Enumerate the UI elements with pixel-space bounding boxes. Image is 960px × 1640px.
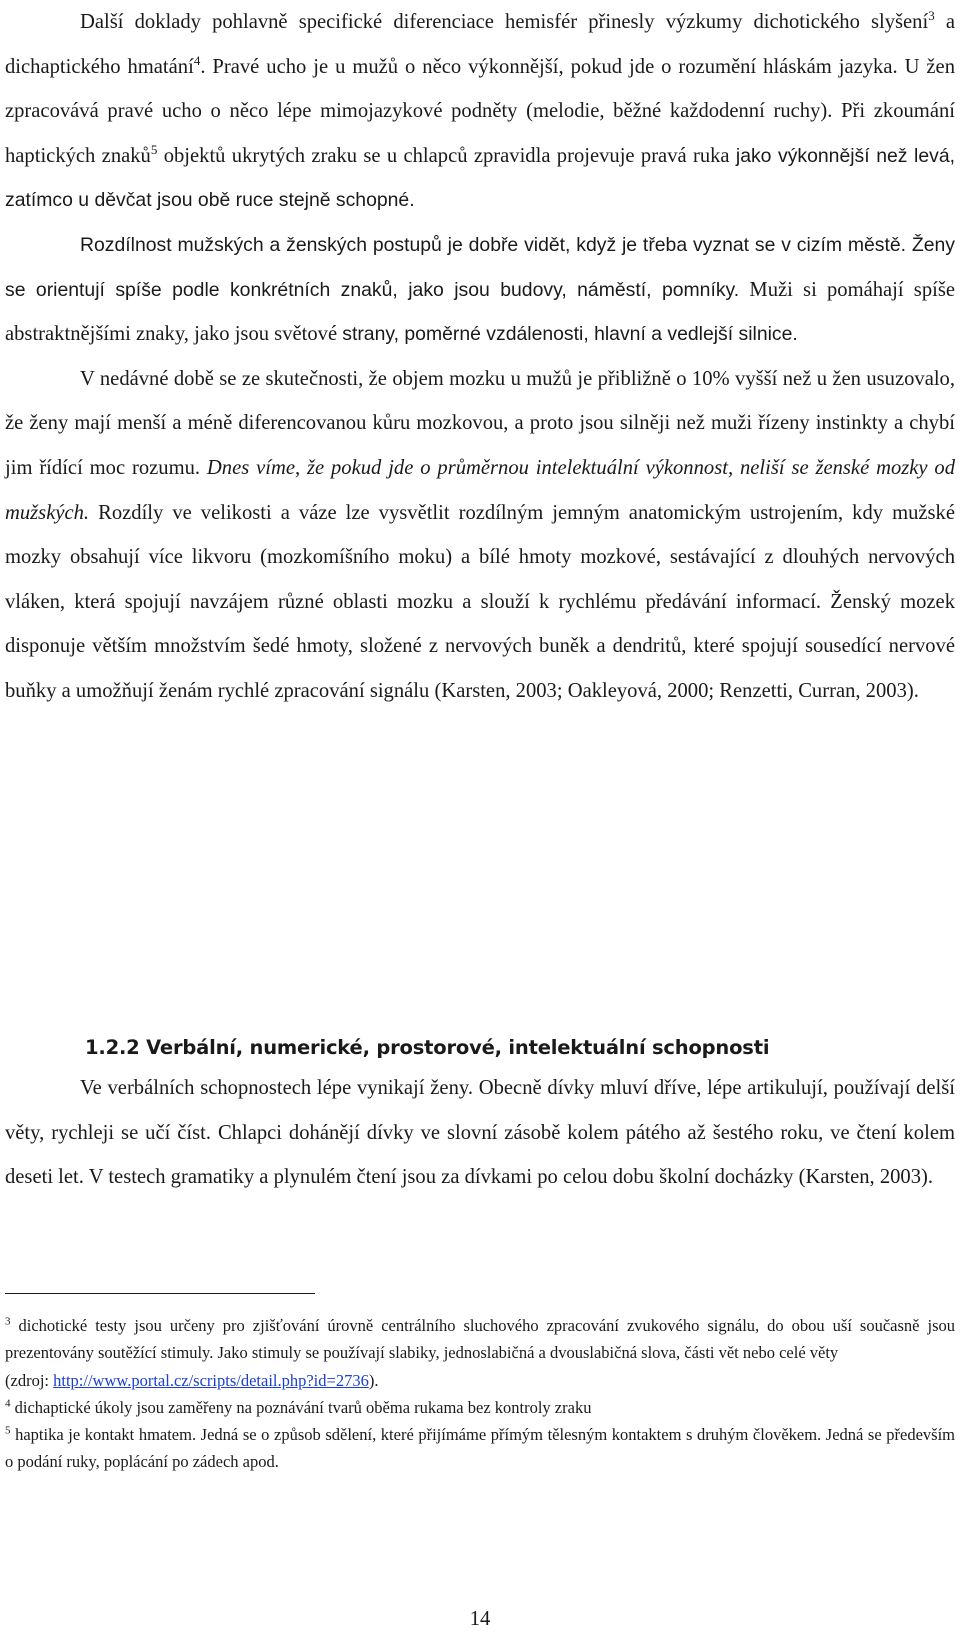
footnotes (5, 1312, 955, 1476)
footnote-3: $^3$ dichotické testy jsou určeny pro zjišťování úrovně centrálního sluchového zpracování zvukového signálu, do obou uší současně jsou prezentovány soutěžící stimuly. Jako stimuly se používají slabiky, jednoslabičná a dvouslabičná slova, části vět nebo celé věty (zdroj: http://www.portal.cz/scripts/detail.php?id=2736). (5, 1315, 955, 1390)
footnote-ref-5: 5 (150, 141, 158, 157)
paragraph-hemisphere-research: Další doklady pohlavně specifické diferenciace hemisfér přinesly výzkumy dichotického slyšení$^3$ a dichaptického hmatání$^4$. Pravé ucho je u mužů o něco výkonnější, pokud jde o rozumění hláskám jazyka. U žen zpracovává pravé ucho o něco lépe mimojazykové podněty (melodie, běžné každodenní ruchy). Při zkoumání haptických znaků$^5$ objektů ukrytých zraku se u chlapců zpravidla projevuje pravá ruka jako výkonnější než levá, zatímco u děvčat jsou obě ruce stejně schopné. (5, 8, 956, 212)
footnote-ref-3: 3 (928, 8, 935, 24)
page-number: 14 (469, 1608, 491, 1630)
source-link[interactable]: http://www.portal.cz/scripts/detail.php?id=2736 (53, 1370, 369, 1390)
section-heading: 1.2.2 Verbální, numerické, prostorové, intelektuální schopnosti (85, 1036, 770, 1059)
page-body (5, 0, 955, 714)
footnote-4: $^4$ dichaptické úkoly jsou zaměřeny na poznávání tvarů oběma rukama bez kontroly zraku (5, 1397, 592, 1417)
footnote-5: $^5$ haptika je kontakt hmatem. Jedná se o způsob sdělení, které přijímáme přímým tělesným kontaktem s druhým člověkem. Jedná se především o podání ruky, poplácání po zádech apod. (5, 1424, 955, 1472)
footnote-ref-4: 4 (193, 52, 201, 68)
paragraph-verbal-abilities: Ve verbálních schopnostech lépe vynikají ženy. Obecně dívky mluví dříve, lépe artikulují, používají delší věty, rychleji se učí číst. Chlapci dohánějí dívky ve slovní zásobě kolem pátého až šestého roku, ve čtení kolem deseti let. V testech gramatiky a plynulém čtení jsou za dívkami po celou dobu školní docházky (Karsten, 2003). (5, 1077, 955, 1189)
paragraph-orientation: Rozdílnost mužských a ženských postupů je dobře vidět, když je třeba vyznat se v cizím městě. Ženy se orientují spíše podle konkrétních znaků, jako jsou budovy, náměstí, pomníky. Muži si pomáhají spíše abstraktnějšími znaky, jako jsou světové strany, poměrné vzdálenosti, hlavní a vedlejší silnice. (5, 233, 955, 346)
section-text (5, 1066, 955, 1200)
main-text (5, 0, 955, 714)
paragraph-brain-volume: V nedávné době se ze skutečnosti, že objem mozku u mužů je přibližně o 10% vyšší než u žen usuzovalo, že ženy mají menší a méně diferencovanou kůru mozkovou, a proto jsou silněji než muži řízeny instinkty a chybí jim řídící moc rozumu. Dnes víme, že pokud jde o průměrnou intelektuální výkonnost, neliší se ženské mozky od mužských. Rozdíly ve velikosti a váze lze vysvětlit rozdílným jemným anatomickým ustrojením, kdy mužské mozky obsahují více likvoru (mozkomíšního moku) a bílé hmoty mozkové, sestávající z dlouhých nervových vláken, která spojují navzájem různé oblasti mozku a slouží k rychlému předávání informací. Ženský mozek disponuje větším množstvím šedé hmoty, složené z nervových buněk a dendritů, které spojují sousedící nervové buňky a umožňují ženám rychlé zpracování signálu (Karsten, 2003; Oakleyová, 2000; Renzetti, Curran, 2003). (5, 367, 955, 702)
footnote-separator (5, 1293, 315, 1294)
italic-statement: Dnes víme, že pokud jde o průměrnou intelektuální výkonnost, neliší se ženské mozky od mužských. (5, 456, 955, 524)
